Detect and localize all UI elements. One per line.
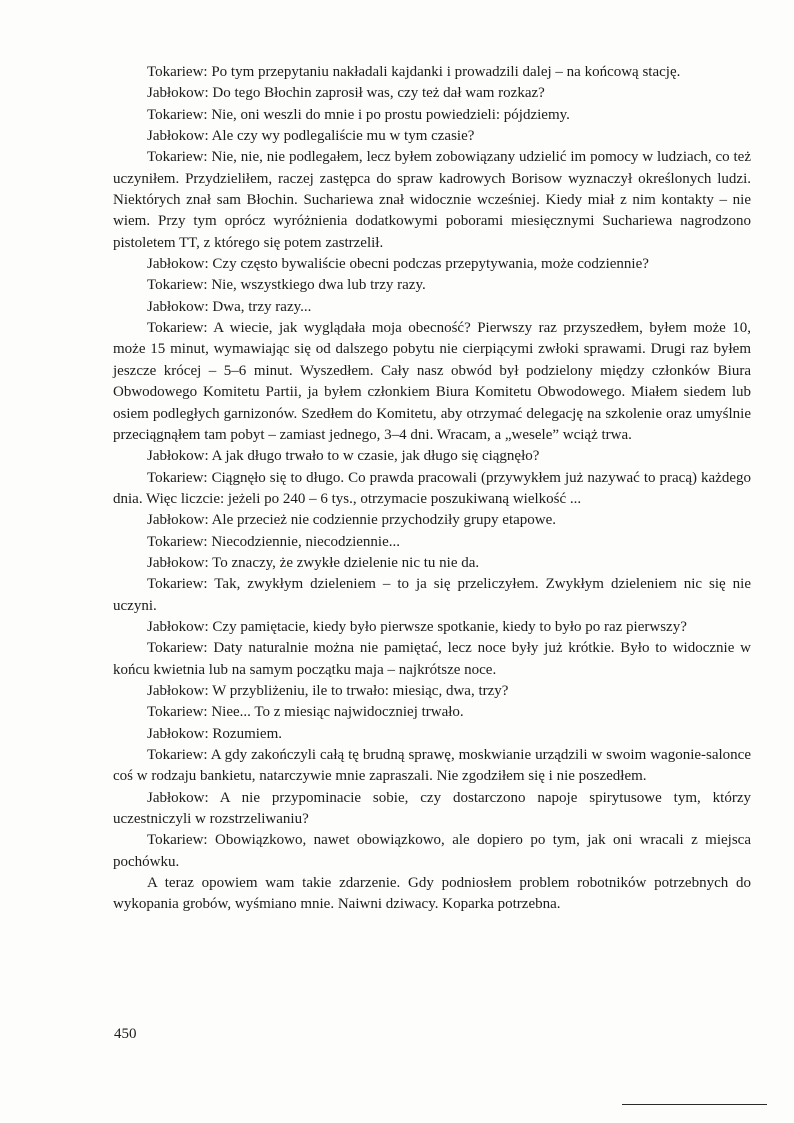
paragraph: Tokariew: Ciągnęło się to długo. Co prawda pracowali (przywykłem już nazywać to pracą) każdego dnia. Więc liczcie: jeżeli po 240 – 6 tys., otrzymacie poszukiwaną wielkość ... (113, 469, 751, 507)
paragraph: Tokariew: Nie, wszystkiego dwa lub trzy razy. (147, 277, 426, 294)
paragraph: Jabłokow: W przybliżeniu, ile to trwało: miesiąc, dwa, trzy? (147, 682, 509, 699)
paragraph: Tokariew: Niee... To z miesiąc najwidoczniej trwało. (147, 704, 464, 721)
paragraph: Tokariew: A gdy zakończyli całą tę brudną sprawę, moskwianie urządzili w swoim wagonie-salonce coś w rodzaju bankietu, natarczywie mnie zapraszali. Nie zgodziłem się i nie poszedłem. (113, 747, 751, 785)
paragraph: Jabłokow: Do tego Błochin zaprosił was, czy też dał wam rozkaz? (147, 85, 545, 102)
paragraph: Tokariew: Po tym przepytaniu nakładali kajdanki i prowadzili dalej – na końcową stację. (147, 64, 681, 80)
paragraph: Jabłokow: Ale czy wy podlegaliście mu w tym czasie? (147, 128, 475, 145)
paragraph: Jabłokow: A jak długo trwało to w czasie, jak długo się ciągnęło? (147, 448, 540, 465)
paragraph: Tokariew: Nie, nie, nie podlegałem, lecz byłem zobowiązany udzielić im pomocy w ludziach, co też uczyniłem. Przydzieliłem, raczej zastępca do spraw kadrowych Borisow wyznaczył określonych ludzi. Niektórych znał sam Błochin. Suchariewa znał widocznie wcześniej. Kiedy miał z nim kontakty – nie wiem. Przy tym oprócz wyróżnienia dodatkowymi poborami miesięcznymi Suchariewa nagrodzono pistoletem TT, z którego się potem zastrzelił. (113, 149, 751, 251)
paragraph: Jabłokow: Rozumiem. (147, 725, 282, 742)
page-number: 450 (114, 1026, 137, 1042)
paragraph: Jabłokow: Czy pamiętacie, kiedy było pierwsze spotkanie, kiedy to było po raz pierwszy? (147, 618, 687, 635)
paragraph: Jabłokow: A nie przypominacie sobie, czy dostarczono napoje spirytusowe tym, którzy uczestniczyli w rozstrzeliwaniu? (113, 789, 751, 828)
paragraph: Jabłokow: Czy często bywaliście obecni podczas przepytywania, może codziennie? (147, 256, 649, 273)
paragraph: Tokariew: A wiecie, jak wyglądała moja obecność? Pierwszy raz przyszedłem, byłem może 10, może 15 minut, wymawiając się od dalszego pobytu nie cierpiącymi zwłoki sprawami. Drugi raz byłem jeszcze krócej – 5–6 minut. Wyszedłem. Cały nasz obwód był podzielony między członków Biura Obwodowego Komitetu Partii, ja byłem członkiem Biura Komitetu Obwodowego. Miałem siedem lub osiem podległych garnizonów. Szedłem do Komitetu, aby otrzymać delegację na szkolenie oraz umyślnie przeciągnąłem tam pobyt – zamiast jednego, 3–4 dni. Wracam, a „wesele” wciąż trwa. (113, 320, 751, 443)
paragraph: Jabłokow: Dwa, trzy razy... (147, 298, 312, 315)
paragraph: Tokariew: Tak, zwykłym dzieleniem – to ja się przeliczyłem. Zwykłym dzieleniem nic się nie uczyni. (113, 576, 751, 614)
bottom-rule (622, 1104, 767, 1105)
paragraph: Tokariew: Nie, oni weszli do mnie i po prostu powiedzieli: pójdziemy. (147, 106, 570, 123)
paragraph: Tokariew: Obowiązkowo, nawet obowiązkowo, ale dopiero po tym, jak oni wracali z miejsca pochówku. (113, 832, 751, 870)
paragraph: Tokariew: Niecodziennie, niecodziennie... (147, 533, 401, 550)
page-text (113, 62, 751, 916)
paragraph: A teraz opowiem wam takie zdarzenie. Gdy podniosłem problem robotników potrzebnych do wykopania grobów, wyśmiano mnie. Naiwni dziwacy. Koparka potrzebna. (113, 875, 751, 913)
paragraph: Jabłokow: To znaczy, że zwykłe dzielenie nic tu nie da. (147, 554, 480, 571)
paragraph: Tokariew: Daty naturalnie można nie pamiętać, lecz noce były już krótkie. Było to widocznie w końcu kwietnia lub na samym początku maja – najkrótsze noce. (113, 640, 751, 678)
paragraph: Jabłokow: Ale przecież nie codziennie przychodziły grupy etapowe. (147, 512, 557, 529)
